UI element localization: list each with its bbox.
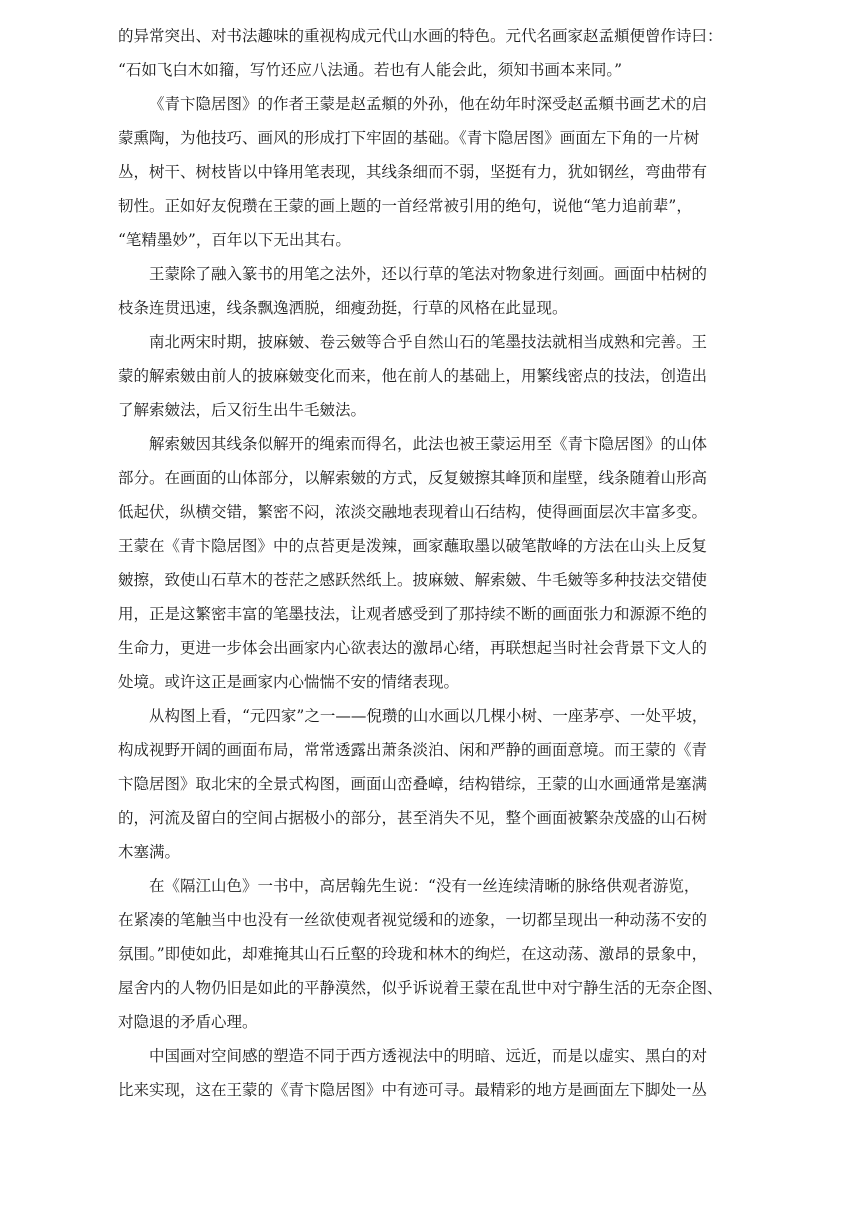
paragraph-6 bbox=[118, 699, 744, 869]
paragraph-2 bbox=[118, 87, 744, 257]
text-line: 《青卞隐居图》的作者王蒙是赵孟頫的外孙，他在幼年时深受赵孟頫书画艺术的启 bbox=[149, 95, 708, 113]
text-line: 王蒙在《青卞隐居图》中的点苔更是泼辣，画家蘸取墨以破笔散峰的方法在山头上反复 bbox=[118, 537, 708, 555]
text-line: 木塞满。 bbox=[118, 843, 181, 861]
paragraph-5 bbox=[118, 427, 744, 699]
paragraph-4 bbox=[118, 325, 744, 427]
text-line: 蒙熏陶，为他技巧、画风的形成打下牢固的基础。《青卞隐居图》画面左下角的一片树 bbox=[118, 129, 700, 147]
text-line: 比来实现，这在王蒙的《青卞隐居图》中有迹可寻。最精彩的地方是画面左下脚处一丛 bbox=[118, 1081, 708, 1099]
text-line: 韧性。正如好友倪瓒在王蒙的画上题的一首经常被引用的绝句，说他“笔力追前辈”， bbox=[118, 197, 692, 215]
text-line: 蒙的解索皴由前人的披麻皴变化而来，他在前人的基础上，用繁线密点的技法，创造出 bbox=[118, 367, 708, 385]
text-line: 低起伏，纵横交错，繁密不闷，浓淡交融地表现着山石结构，使得画面层次丰富多变。 bbox=[118, 503, 708, 521]
text-line: 部分。在画面的山体部分，以解索皴的方式，反复皴擦其峰顶和崖壁，线条随着山形高 bbox=[118, 469, 708, 487]
text-line: 王蒙除了融入篆书的用笔之法外，还以行草的笔法对物象进行刻画。画面中枯树的 bbox=[149, 265, 708, 283]
paragraph-1 bbox=[118, 19, 744, 87]
paragraph-3 bbox=[118, 257, 744, 325]
text-line: 南北两宋时期，披麻皴、卷云皴等合乎自然山石的笔墨技法就相当成熟和完善。王 bbox=[149, 333, 708, 351]
text-line: “笔精墨妙”，百年以下无出其右。 bbox=[118, 231, 351, 249]
text-line: 生命力，更进一步体会出画家内心欲表达的激昂心绪，再联想起当时社会背景下文人的 bbox=[118, 639, 708, 657]
text-line: 用，正是这繁密丰富的笔墨技法，让观者感受到了那持续不断的画面张力和源源不绝的 bbox=[118, 605, 708, 623]
article-body bbox=[118, 0, 744, 1107]
paragraph-8 bbox=[118, 1039, 744, 1107]
text-line: 枝条连贯迅速，线条飘逸洒脱，细瘦劲挺，行草的风格在此显现。 bbox=[118, 299, 568, 317]
text-line: 丛，树干、树枝皆以中锋用笔表现，其线条细而不弱，坚挺有力，犹如钢丝，弯曲带有 bbox=[118, 163, 708, 181]
text-line: 从构图上看，“元四家”之一——倪瓒的山水画以几棵小树、一座茅亭、一处平坡， bbox=[149, 707, 708, 725]
text-line: 中国画对空间感的塑造不同于西方透视法中的明暗、远近，而是以虚实、黑白的对 bbox=[149, 1047, 708, 1065]
text-line: 解索皴因其线条似解开的绳索而得名，此法也被王蒙运用至《青卞隐居图》的山体 bbox=[149, 435, 708, 453]
text-line: “石如飞白木如籀，写竹还应八法通。若也有人能会此，须知书画本来同。” bbox=[118, 61, 623, 79]
text-line: 屋舍内的人物仍旧是如此的平静漠然，似乎诉说着王蒙在乱世中对宁静生活的无奈企图、 bbox=[118, 979, 723, 997]
text-line: 处境。或许这正是画家内心惴惴不安的情绪表现。 bbox=[118, 673, 460, 691]
text-line: 了解索皴法，后又衍生出牛毛皴法。 bbox=[118, 401, 367, 419]
text-line: 卞隐居图》取北宋的全景式构图，画面山峦叠嶂，结构错综，王蒙的山水画通常是塞满 bbox=[118, 775, 708, 793]
text-line: 的，河流及留白的空间占据极小的部分，甚至消失不见，整个画面被繁杂茂盛的山石树 bbox=[118, 809, 708, 827]
text-line: 对隐退的矛盾心理。 bbox=[118, 1013, 258, 1031]
text-line: 氛围。”即使如此，却难掩其山石丘壑的玲珑和林木的绚烂，在这动荡、激昂的景象中， bbox=[118, 945, 708, 963]
text-line: 在《隔江山色》一书中，高居翰先生说：“没有一丝连续清晰的脉络供观者游览， bbox=[149, 877, 700, 895]
text-line: 的异常突出、对书法趣味的重视构成元代山水画的特色。元代名画家赵孟頫便曾作诗曰： bbox=[118, 27, 723, 45]
text-line: 在紧凑的笔触当中也没有一丝欲使观者视觉缓和的迹象，一切都呈现出一种动荡不安的 bbox=[118, 911, 708, 929]
paragraph-7 bbox=[118, 869, 744, 1039]
text-line: 构成视野开阔的画面布局，常常透露出萧条淡泊、闲和严静的画面意境。而王蒙的《青 bbox=[118, 741, 708, 759]
text-line: 皴擦，致使山石草木的苍茫之感跃然纸上。披麻皴、解索皴、牛毛皴等多种技法交错使 bbox=[118, 571, 708, 589]
